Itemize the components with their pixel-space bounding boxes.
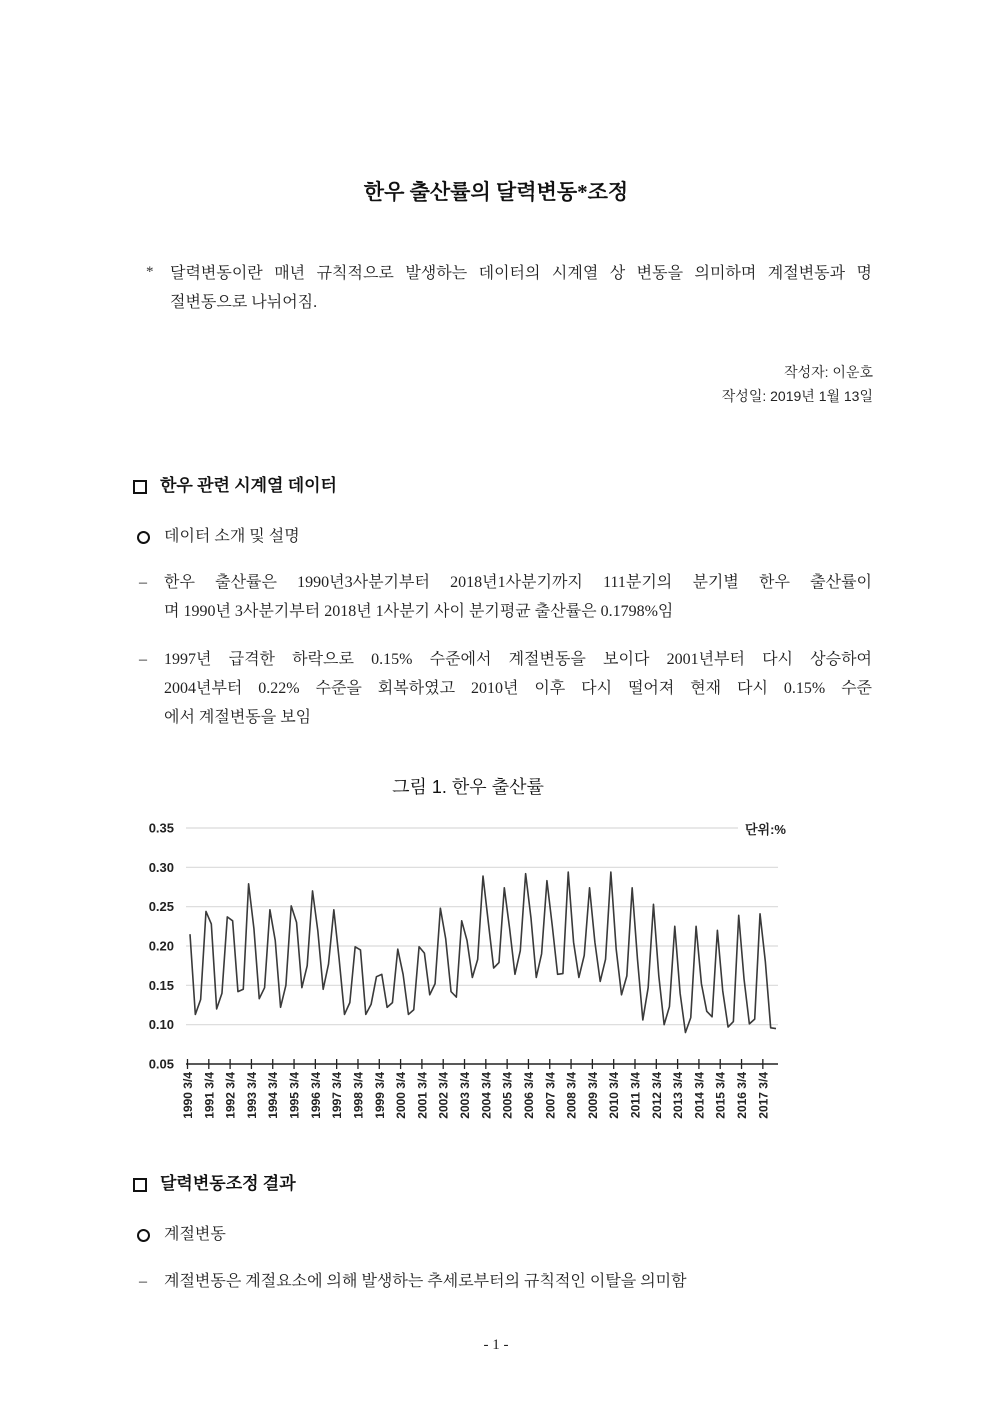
y-tick-label: 0.15 <box>148 977 174 993</box>
x-tick-label: 1998 3/4 <box>351 1072 366 1119</box>
x-tick-label: 2000 3/4 <box>394 1072 409 1119</box>
x-tick-label: 2015 3/4 <box>713 1072 728 1119</box>
date-line: 작성일: 2019년 1월 13일 <box>721 388 873 404</box>
y-tick-label: 0.30 <box>148 859 174 875</box>
x-tick-label: 1990 3/4 <box>181 1072 195 1119</box>
x-tick-label: 2012 3/4 <box>649 1072 664 1119</box>
paragraph-line: 계절변동은 계절요소에 의해 발생하는 추세로부터의 규칙적인 이탈을 의미함 <box>164 1272 687 1290</box>
subsection-heading: 계절변동 <box>164 1226 226 1243</box>
dash-bullet-icon: – <box>139 1272 147 1290</box>
x-tick-label: 2008 3/4 <box>564 1072 579 1119</box>
x-tick-label: 2006 3/4 <box>521 1072 536 1119</box>
y-tick-label: 0.10 <box>148 1017 174 1033</box>
x-tick-label: 1993 3/4 <box>244 1072 259 1119</box>
dash-bullet-icon: – <box>139 650 147 668</box>
dash-bullet-icon: – <box>139 573 147 591</box>
x-tick-label: 1994 3/4 <box>266 1072 281 1119</box>
x-tick-label: 1995 3/4 <box>287 1072 302 1119</box>
chart-canvas <box>140 812 800 1142</box>
y-tick-label: 0.05 <box>148 1056 174 1072</box>
birth-rate-line-chart <box>140 812 800 1142</box>
y-tick-label: 0.25 <box>148 899 174 915</box>
x-tick-label: 1999 3/4 <box>372 1072 387 1119</box>
paragraph-line: 며 1990년 3사분기부터 2018년 1사분기 사이 분기평균 출산률은 0.1798%임 <box>164 602 674 620</box>
x-tick-label: 2011 3/4 <box>628 1072 643 1119</box>
x-tick-label: 2004 3/4 <box>479 1072 494 1119</box>
x-tick-label: 2017 3/4 <box>756 1072 771 1119</box>
series-line-birth-rate <box>190 872 776 1032</box>
x-tick-label: 1997 3/4 <box>330 1072 345 1119</box>
footnote-asterisk: * <box>146 264 154 280</box>
circle-bullet-icon <box>137 1229 150 1242</box>
paragraph-line: 에서 계절변동을 보임 <box>164 708 312 726</box>
author-line: 작성자: 이운호 <box>784 364 873 380</box>
x-tick-label: 2005 3/4 <box>500 1072 515 1119</box>
x-tick-label: 2007 3/4 <box>543 1072 558 1119</box>
x-tick-label: 2013 3/4 <box>671 1072 686 1119</box>
x-tick-label: 2009 3/4 <box>585 1072 600 1119</box>
x-tick-label: 1996 3/4 <box>308 1072 323 1119</box>
x-tick-label: 2016 3/4 <box>735 1072 750 1119</box>
square-bullet-icon <box>133 480 147 494</box>
page-number: - 1 - <box>483 1337 509 1353</box>
x-tick-label: 2001 3/4 <box>415 1072 430 1119</box>
section-heading: 한우 관련 시계열 데이터 <box>160 476 337 495</box>
x-tick-label: 2003 3/4 <box>458 1072 473 1119</box>
x-tick-label: 1992 3/4 <box>223 1072 238 1119</box>
x-tick-label: 2014 3/4 <box>692 1072 707 1119</box>
y-tick-label: 0.20 <box>148 938 174 954</box>
figure-caption: 그림 1. 한우 출산률 <box>392 777 544 797</box>
subsection-heading: 데이터 소개 및 설명 <box>164 528 300 545</box>
x-tick-label: 2010 3/4 <box>607 1072 622 1119</box>
x-tick-label: 2002 3/4 <box>436 1072 451 1119</box>
page-title: 한우 출산률의 달력변동*조정 <box>363 180 629 204</box>
footnote-line: 절변동으로 나뉘어짐. <box>170 293 318 311</box>
y-tick-label: 0.35 <box>148 820 174 836</box>
x-tick-label: 1991 3/4 <box>202 1072 217 1119</box>
paragraph-line: 2004년부터 0.22% 수준을 회복하였고 2010년 이후 다시 떨어져 현재 다시 0.15% 수준 <box>164 679 872 697</box>
square-bullet-icon <box>133 1178 147 1192</box>
paragraph-line: 한우 출산률은 1990년3사분기부터 2018년1사분기까지 111분기의 분기별 한우 출산률이 <box>164 573 872 591</box>
footnote-line: 달력변동이란 매년 규칙적으로 발생하는 데이터의 시계열 상 변동을 의미하며 계절변동과 명 <box>170 264 872 282</box>
circle-bullet-icon <box>137 531 150 544</box>
section-heading: 달력변동조정 결과 <box>160 1174 296 1193</box>
unit-label: 단위:% <box>744 822 786 837</box>
paragraph-line: 1997년 급격한 하락으로 0.15% 수준에서 계절변동을 보이다 2001년부터 다시 상승하여 <box>164 650 872 668</box>
